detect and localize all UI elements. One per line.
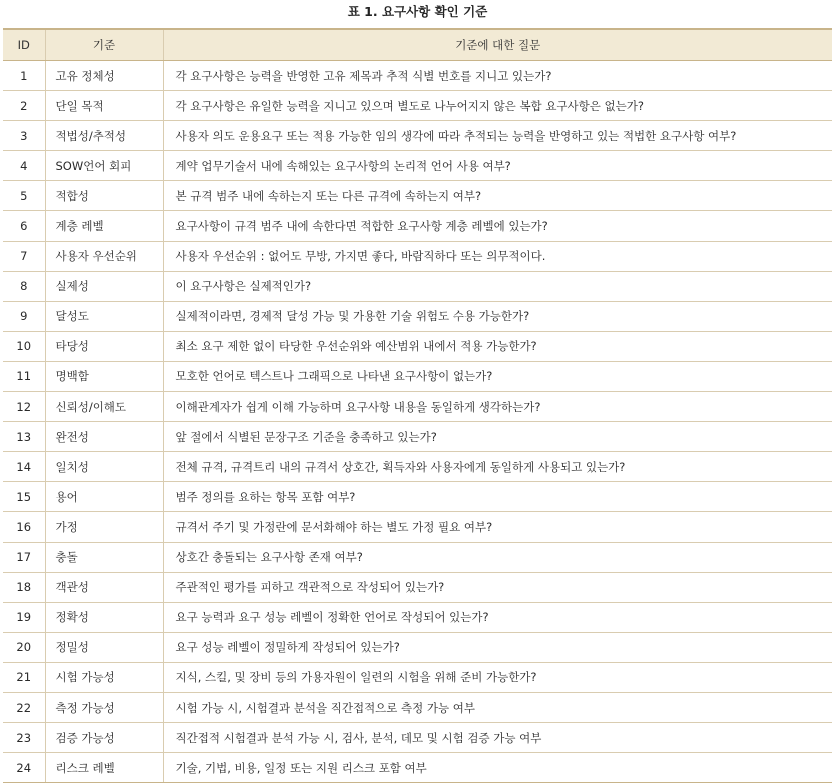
- cell-question: 최소 요구 제한 없이 타당한 우선순위와 예산범위 내에서 적용 가능한가?: [163, 331, 832, 361]
- cell-id: 10: [3, 331, 45, 361]
- cell-criterion: 검증 가능성: [45, 723, 163, 753]
- cell-question: 전체 규격, 규격트리 내의 규격서 상호간, 획득자와 사용자에게 동일하게 사용되고 있는가?: [163, 452, 832, 482]
- cell-id: 20: [3, 632, 45, 662]
- cell-question: 각 요구사항은 유일한 능력을 지니고 있으며 별도로 나누어지지 않은 복합 요구사항은 없는가?: [163, 91, 832, 121]
- table-row: [3, 572, 832, 602]
- cell-criterion: 리스크 레벨: [45, 753, 163, 783]
- cell-id: 8: [3, 271, 45, 301]
- cell-criterion: 가정: [45, 512, 163, 542]
- cell-question: 직간접적 시험결과 분석 가능 시, 검사, 분석, 데모 및 시험 검증 가능 여부: [163, 723, 832, 753]
- cell-id: 7: [3, 241, 45, 271]
- cell-question: 사용자 우선순위 : 없어도 무방, 가지면 좋다, 바람직하다 또는 의무적이다.: [163, 241, 832, 271]
- table-row: [3, 181, 832, 211]
- cell-id: 2: [3, 91, 45, 121]
- cell-question: 지식, 스킬, 및 장비 등의 가용자원이 일련의 시험을 위해 준비 가능한가?: [163, 662, 832, 692]
- header-criterion: 기준: [45, 29, 163, 61]
- header-id: ID: [3, 29, 45, 61]
- cell-question: 요구사항이 규격 범주 내에 속한다면 적합한 요구사항 계층 레벨에 있는가?: [163, 211, 832, 241]
- cell-id: 16: [3, 512, 45, 542]
- table-row: [3, 61, 832, 91]
- cell-criterion: 단일 목적: [45, 91, 163, 121]
- header-question: 기준에 대한 질문: [163, 29, 832, 61]
- cell-criterion: 고유 정체성: [45, 61, 163, 91]
- cell-criterion: 명백함: [45, 361, 163, 391]
- table-row: [3, 121, 832, 151]
- cell-question: 시험 가능 시, 시험결과 분석을 직간접적으로 측정 가능 여부: [163, 692, 832, 722]
- cell-question: 기술, 기법, 비용, 일정 또는 지원 리스크 포함 여부: [163, 753, 832, 783]
- cell-criterion: 타당성: [45, 331, 163, 361]
- cell-criterion: 객관성: [45, 572, 163, 602]
- cell-id: 13: [3, 422, 45, 452]
- cell-question: 본 규격 범주 내에 속하는지 또는 다른 규격에 속하는지 여부?: [163, 181, 832, 211]
- cell-id: 23: [3, 723, 45, 753]
- cell-question: 상호간 충돌되는 요구사항 존재 여부?: [163, 542, 832, 572]
- cell-criterion: 측정 가능성: [45, 692, 163, 722]
- cell-criterion: 정밀성: [45, 632, 163, 662]
- table-row: [3, 301, 832, 331]
- table-row: [3, 602, 832, 632]
- cell-id: 18: [3, 572, 45, 602]
- requirements-criteria-table: [3, 28, 832, 783]
- cell-criterion: 적법성/추적성: [45, 121, 163, 151]
- table-row: [3, 392, 832, 422]
- cell-question: 계약 업무기술서 내에 속해있는 요구사항의 논리적 언어 사용 여부?: [163, 151, 832, 181]
- cell-criterion: 달성도: [45, 301, 163, 331]
- cell-id: 4: [3, 151, 45, 181]
- cell-id: 22: [3, 692, 45, 722]
- table-row: [3, 361, 832, 391]
- cell-id: 14: [3, 452, 45, 482]
- table-row: [3, 241, 832, 271]
- cell-id: 5: [3, 181, 45, 211]
- table-row: [3, 632, 832, 662]
- cell-id: 1: [3, 61, 45, 91]
- cell-criterion: 충돌: [45, 542, 163, 572]
- cell-question: 규격서 주기 및 가정란에 문서화해야 하는 별도 가정 필요 여부?: [163, 512, 832, 542]
- table-row: [3, 331, 832, 361]
- cell-question: 이해관계자가 쉽게 이해 가능하며 요구사항 내용을 동일하게 생각하는가?: [163, 392, 832, 422]
- table-row: [3, 422, 832, 452]
- cell-id: 9: [3, 301, 45, 331]
- cell-question: 사용자 의도 운용요구 또는 적용 가능한 임의 생각에 따라 추적되는 능력을 반영하고 있는 적법한 요구사항 여부?: [163, 121, 832, 151]
- cell-criterion: 완전성: [45, 422, 163, 452]
- cell-question: 각 요구사항은 능력을 반영한 고유 제목과 추적 식별 번호를 지니고 있는가?: [163, 61, 832, 91]
- cell-question: 실제적이라면, 경제적 달성 가능 및 가용한 기술 위험도 수용 가능한가?: [163, 301, 832, 331]
- table-row: [3, 211, 832, 241]
- table-row: [3, 151, 832, 181]
- cell-id: 15: [3, 482, 45, 512]
- cell-criterion: 일치성: [45, 452, 163, 482]
- cell-question: 앞 절에서 식별된 문장구조 기준을 충족하고 있는가?: [163, 422, 832, 452]
- table-title: 표 1. 요구사항 확인 기준: [347, 4, 488, 19]
- cell-criterion: 실제성: [45, 271, 163, 301]
- table-row: [3, 692, 832, 722]
- cell-id: 12: [3, 392, 45, 422]
- cell-criterion: SOW언어 회피: [45, 151, 163, 181]
- cell-criterion: 정확성: [45, 602, 163, 632]
- cell-id: 19: [3, 602, 45, 632]
- table-row: [3, 271, 832, 301]
- cell-id: 21: [3, 662, 45, 692]
- table-row: [3, 723, 832, 753]
- table-row: [3, 482, 832, 512]
- cell-question: 주관적인 평가를 피하고 객관적으로 작성되어 있는가?: [163, 572, 832, 602]
- table-row: [3, 452, 832, 482]
- cell-question: 범주 정의를 요하는 항목 포함 여부?: [163, 482, 832, 512]
- cell-criterion: 계층 레벨: [45, 211, 163, 241]
- table-row: [3, 542, 832, 572]
- cell-criterion: 신뢰성/이해도: [45, 392, 163, 422]
- cell-criterion: 사용자 우선순위: [45, 241, 163, 271]
- cell-id: 24: [3, 753, 45, 783]
- cell-id: 3: [3, 121, 45, 151]
- table-header-row: [3, 29, 832, 61]
- table-row: [3, 662, 832, 692]
- cell-question: 이 요구사항은 실제적인가?: [163, 271, 832, 301]
- cell-id: 11: [3, 361, 45, 391]
- table-row: [3, 753, 832, 783]
- cell-criterion: 적합성: [45, 181, 163, 211]
- cell-question: 요구 능력과 요구 성능 레벨이 정확한 언어로 작성되어 있는가?: [163, 602, 832, 632]
- cell-criterion: 용어: [45, 482, 163, 512]
- cell-question: 요구 성능 레벨이 정밀하게 작성되어 있는가?: [163, 632, 832, 662]
- cell-question: 모호한 언어로 텍스트나 그래픽으로 나타낸 요구사항이 없는가?: [163, 361, 832, 391]
- table-row: [3, 91, 832, 121]
- cell-criterion: 시험 가능성: [45, 662, 163, 692]
- cell-id: 17: [3, 542, 45, 572]
- table-row: [3, 512, 832, 542]
- cell-id: 6: [3, 211, 45, 241]
